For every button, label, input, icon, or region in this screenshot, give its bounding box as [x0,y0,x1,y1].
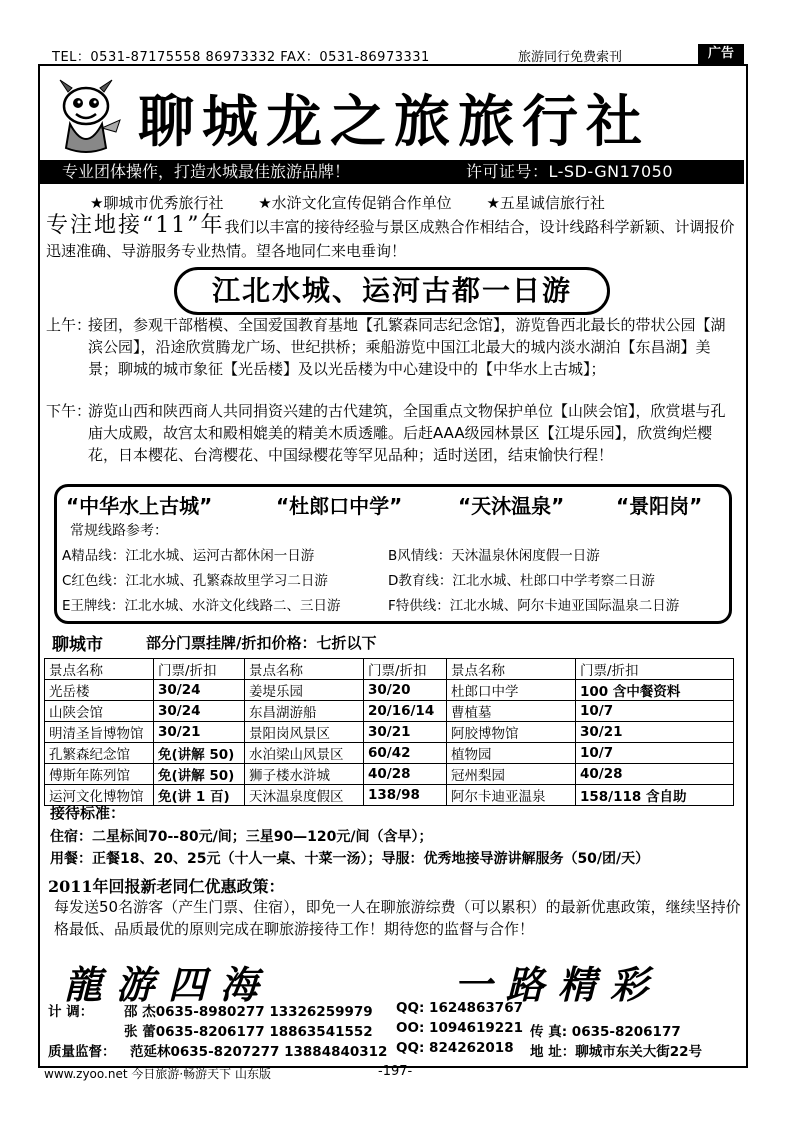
table-header-row [45,659,734,680]
column-header: 景点名称 [245,659,364,680]
table-cell: 30/21 [364,722,447,743]
table-cell: 免(讲解 50) [154,743,245,764]
honor-item: ★五星诚信旅行社 [486,194,605,212]
contact-role-scheduler: 计 调： [48,1004,94,1020]
table-row [45,680,734,701]
table-row [45,743,734,764]
calligraphy-left: 龍游四海 [64,962,273,1007]
itinerary-label: 下午： [46,402,92,420]
table-row [45,722,734,743]
table-row [45,701,734,722]
column-header: 门票/折扣 [364,659,447,680]
itinerary-morning [46,314,736,380]
itinerary-afternoon [46,400,736,466]
route-item: C红色线：江北水城、孔繁森故里学习二日游 [62,573,328,589]
column-header: 门票/折扣 [154,659,245,680]
contact-person: 邵 杰0635-8980277 13326259979 [124,1004,373,1020]
policy-text: 每发送50名游客（产生门票、住宿），即免一人在聊旅游综费（可以累积）的最新优惠政策，继续坚持价格最低、品质最优的原则完成在聊旅游接待工作！期待您的监督与合作！ [54,898,741,938]
contact-fax: 传 真: 0635-8206177 [530,1024,681,1040]
top-contact-bar [44,44,744,64]
table-cell: 狮子楼水浒城 [245,764,364,785]
highlight-item: “天沐温泉” [458,494,565,518]
table-cell: 杜郎口中学 [447,680,576,701]
intro-paragraph [46,214,736,263]
policy-title: 2011年回报新老同仁优惠政策： [48,877,285,896]
slogan-text: 专业团体操作，打造水城最佳旅游品牌！ [62,162,351,181]
table-cell: 30/24 [154,701,245,722]
table-cell: 30/24 [154,680,245,701]
contact-qq: QQ: 824262018 [396,1040,514,1056]
routes-title: 常规线路参考： [70,523,168,539]
table-cell: 免(讲 1 百) [154,785,245,806]
honors-row [90,192,635,213]
contact-qq: QQ: 1624863767 [396,1000,523,1016]
tel-fax-line: TEL：0531-87175558 86973332 FAX：0531-86973331 [52,50,430,65]
license-number: 许可证号：L-SD-GN17050 [466,162,674,181]
intro-lead: 专注地接“11”年 [46,213,225,238]
itinerary-label: 上午： [46,316,92,334]
table-cell: 免(讲解 50) [154,764,245,785]
table-cell: 138/98 [364,785,447,806]
highlight-item: “景阳岗” [616,494,703,518]
route-item: E王牌线：江北水城、水浒文化线路二、三日游 [62,598,341,614]
table-cell: 30/21 [576,722,734,743]
standards-title: 接待标准： [50,804,126,822]
tour-banner: 江北水城、运河古都一日游 [174,267,610,315]
table-cell: 30/20 [364,680,447,701]
ad-badge: 广告 [698,44,744,64]
column-header: 景点名称 [45,659,154,680]
table-cell: 景阳岗风景区 [245,722,364,743]
route-item: A精品线：江北水城、运河古都休闲一日游 [62,548,315,564]
table-cell: 10/7 [576,701,734,722]
table-cell: 孔繁森纪念馆 [45,743,154,764]
table-cell: 冠州梨园 [447,764,576,785]
table-cell: 10/7 [576,743,734,764]
table-cell: 水泊梁山风景区 [245,743,364,764]
slogan-bar [40,160,744,184]
standards-meals: 用餐：正餐18、20、25元（十人一桌、十菜一汤）；导服：优秀地接导游讲解服务（50/团/天） [50,851,650,867]
itinerary-text: 接团，参观干部楷模、全国爱国教育基地【孔繁森同志纪念馆】，游览鲁西北最长的带状公园【湖滨公园】，沿途欣赏腾龙广场、世纪拱桥；乘船游览中国江北最大的城内淡水湖泊【东昌湖】美景；聊城的城市象征【光岳楼】及以光岳楼为中心建设中的【中华水上古城】； [88,316,726,378]
free-catalog-note: 旅游同行免费索刊 [518,50,623,65]
table-row [45,785,734,806]
highlight-item: “中华水上古城” [66,494,213,518]
table-cell: 158/118 含自助 [576,785,734,806]
contact-qq: OO: 1094619221 [396,1020,523,1036]
highlight-item: “杜郎口中学” [276,494,403,518]
table-cell: 植物园 [447,743,576,764]
city-label: 聊城市 [52,635,103,655]
table-cell: 30/21 [154,722,245,743]
route-item: D教育线：江北水城、杜郎口中学考察二日游 [388,573,655,589]
calligraphy-right: 一路精彩 [454,962,663,1007]
table-cell: 阿胶博物馆 [447,722,576,743]
honor-item: ★聊城市优秀旅行社 [90,194,224,212]
table-cell: 傅斯年陈列馆 [45,764,154,785]
calligraphy-slogan [64,954,724,1007]
table-cell: 60/42 [364,743,447,764]
table-cell: 40/28 [576,764,734,785]
table-cell: 山陕会馆 [45,701,154,722]
table-cell: 曹植墓 [447,701,576,722]
itinerary-text: 游览山西和陕西商人共同捐资兴建的古代建筑，全国重点文物保护单位【山陕会馆】，欣赏堪与孔庙大成殿，故宫太和殿相媲美的精美木质透雕。后赶AAA级园林景区【江堤乐园】，欣赏绚烂樱花，日本樱花、台湾樱花、中国绿樱花等罕见品种；适时送团，结束愉快行程！ [88,402,726,464]
page-number: -197- [378,1064,413,1079]
table-row [45,764,734,785]
table-cell: 姜堤乐园 [245,680,364,701]
standards-lodging: 住宿：二星标间70--80元/间；三星90—120元/间（含早）； [50,829,433,845]
table-cell: 明清圣旨博物馆 [45,722,154,743]
route-item: F特供线：江北水城、阿尔卡迪亚国际温泉二日游 [388,598,680,614]
contact-role-quality: 质量监督： [48,1044,116,1060]
contact-person: 范延林0635-8207277 13884840312 [130,1044,388,1060]
table-cell: 天沐温泉度假区 [245,785,364,806]
table-cell: 100 含中餐资料 [576,680,734,701]
footer-site: www.zyoo.net 今日旅游·畅游天下 山东版 [44,1067,271,1081]
table-cell: 运河文化博物馆 [45,785,154,806]
ticket-subtitle: 部分门票挂牌/折扣价格：七折以下 [146,634,377,652]
column-header: 门票/折扣 [576,659,734,680]
table-cell: 20/16/14 [364,701,447,722]
column-header: 景点名称 [447,659,576,680]
intro-text: 我们以丰富的接待经验与景区成熟合作相结合，设计线路科学新颖、计调报价迅速准确、导游服务专业热情。望各地同仁来电垂询！ [46,218,735,260]
contact-person: 张 蕾0635-8206177 18863541552 [124,1024,373,1040]
agency-name: 聊城龙之旅旅行社 [138,89,650,155]
table-cell: 光岳楼 [45,680,154,701]
table-cell: 东昌湖游船 [245,701,364,722]
honor-item: ★水浒文化宣传促销合作单位 [258,194,452,212]
ticket-price-table [44,658,734,806]
table-cell: 阿尔卡迪亚温泉 [447,785,576,806]
route-item: B风情线：天沐温泉休闲度假一日游 [388,548,600,564]
table-cell: 40/28 [364,764,447,785]
dragon-mascot-logo [46,76,126,156]
contact-address: 地 址：聊城市东关大街22号 [530,1044,702,1060]
